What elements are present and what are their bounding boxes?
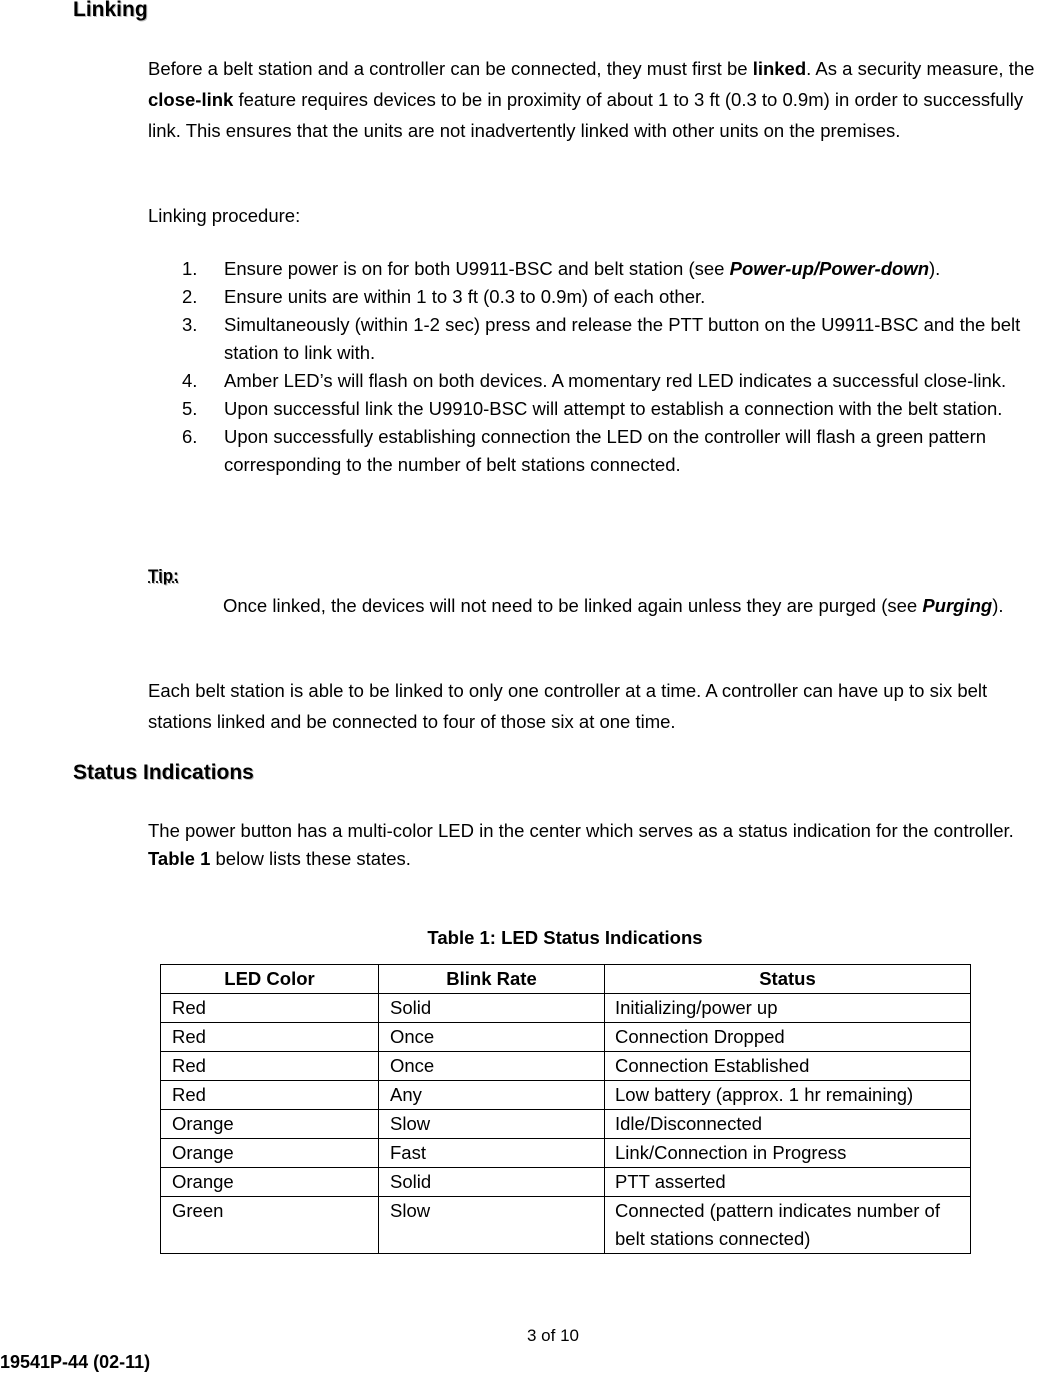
table-row (161, 1197, 971, 1254)
table-cell: Orange (161, 1110, 379, 1139)
table-cell: Fast (379, 1139, 605, 1168)
table-row (161, 1139, 971, 1168)
table-row (161, 994, 971, 1023)
table-cell: Initializing/power up (605, 994, 971, 1023)
table-header-row (161, 965, 971, 994)
power-up-reference: Power-up/Power-down (729, 258, 929, 279)
tip-label: Tip: (148, 566, 179, 585)
table-cell: Once (379, 1023, 605, 1052)
table-cell: Low battery (approx. 1 hr remaining) (605, 1081, 971, 1110)
table-row (161, 1052, 971, 1081)
linking-intro-paragraph: Before a belt station and a controller can be connected, they must first be linked. As a security measure, the close-link feature requires devices to be in proximity of about 1 to 3 ft (0.3 to 0.9m) in order to successfully link. This ensures that the units are not inadvertently linked with other units on the premises. (148, 58, 1035, 141)
table-cell: PTT asserted (605, 1168, 971, 1197)
list-item: 5. Upon successful link the U9910-BSC will attempt to establish a connection with the belt station. (182, 398, 1003, 419)
document-code: 19541P-44 (02-11) (0, 1352, 151, 1372)
linking-closing-paragraph: Each belt station is able to be linked to only one controller at a time. A controller can have up to six belt stations linked and be connected to four of those six at one time. (148, 680, 988, 732)
table-cell: Link/Connection in Progress (605, 1139, 971, 1168)
table-cell: Connection Established (605, 1052, 971, 1081)
table-cell: Once (379, 1052, 605, 1081)
linking-heading: Linking (73, 0, 148, 21)
purging-reference: Purging (922, 595, 993, 616)
linking-steps-list (182, 255, 1042, 479)
table-cell: Solid (379, 1168, 605, 1197)
list-item: 3. Simultaneously (within 1-2 sec) press and release the PTT button on the U9911-BSC and the belt station to link with. (182, 314, 1021, 363)
table-cell: Connection Dropped (605, 1023, 971, 1052)
list-item: 1. Ensure power is on for both U9911-BSC and belt station (see Power-up/Power-down). (182, 258, 941, 279)
table-cell: Orange (161, 1139, 379, 1168)
table-row (161, 1081, 971, 1110)
table-cell: Orange (161, 1168, 379, 1197)
column-header: Status (605, 965, 971, 994)
list-item: 4. Amber LED’s will flash on both devices. A momentary red LED indicates a successful close-link. (182, 370, 1007, 391)
table-cell: Idle/Disconnected (605, 1110, 971, 1139)
led-status-table (160, 964, 971, 1254)
list-item: 6. Upon successfully establishing connection the LED on the controller will flash a green pattern corresponding to the number of belt stations connected. (182, 426, 987, 475)
table-cell: Red (161, 1023, 379, 1052)
table-cell: Green (161, 1197, 379, 1254)
linking-procedure-label: Linking procedure: (148, 205, 301, 226)
list-item: 2. Ensure units are within 1 to 3 ft (0.3 to 0.9m) of each other. (182, 286, 706, 307)
table-cell: Red (161, 1081, 379, 1110)
table-cell: Red (161, 1052, 379, 1081)
table-row (161, 1168, 971, 1197)
status-heading: Status Indications (73, 761, 254, 784)
page-number: 3 of 10 (527, 1326, 579, 1345)
table-cell: Any (379, 1081, 605, 1110)
column-header: Blink Rate (379, 965, 605, 994)
table-cell: Slow (379, 1110, 605, 1139)
table-row (161, 1023, 971, 1052)
table-cell: Solid (379, 994, 605, 1023)
table-row (161, 1110, 971, 1139)
table-caption: Table 1: LED Status Indications (427, 927, 703, 948)
status-intro-paragraph: The power button has a multi-color LED in the center which serves as a status indication for the controller. Table 1 below lists these states. (148, 820, 1014, 869)
column-header: LED Color (161, 965, 379, 994)
table-cell: Red (161, 994, 379, 1023)
table-cell: Connected (pattern indicates number of belt stations connected) (605, 1197, 971, 1254)
table-cell: Slow (379, 1197, 605, 1254)
tip-text: Once linked, the devices will not need to be linked again unless they are purged (see Purging). (223, 595, 1004, 616)
